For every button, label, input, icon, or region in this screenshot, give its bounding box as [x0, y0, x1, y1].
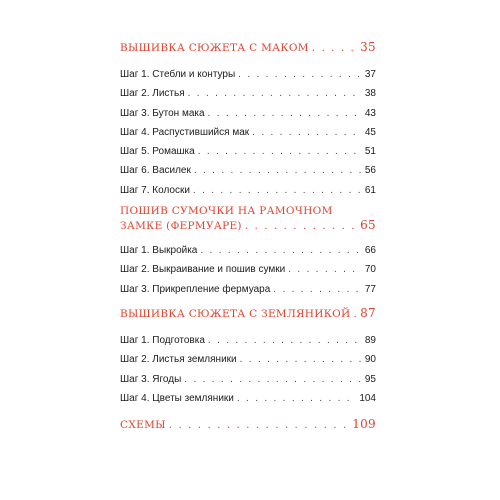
toc-entry[interactable]	[120, 260, 376, 279]
dot-leader	[200, 241, 362, 260]
toc-entry-label: Шаг 5. Ромашка	[120, 146, 195, 158]
dot-leader	[273, 280, 362, 299]
dot-leader	[288, 260, 362, 279]
toc-entry[interactable]	[120, 161, 376, 180]
toc-entry-label: Шаг 3. Бутон мака	[120, 107, 205, 119]
dot-leader	[252, 123, 362, 142]
toc-page-number: 87	[360, 305, 376, 320]
table-of-contents	[120, 37, 376, 434]
toc-entry[interactable]	[120, 84, 376, 103]
dot-leader	[354, 304, 358, 324]
toc-entry-label: Шаг 3. Ягоды	[120, 373, 182, 385]
toc-page-number: 89	[364, 334, 376, 346]
toc-entry-label: Шаг 3. Прикрепление фермуара	[120, 283, 271, 295]
toc-section-bag[interactable]	[120, 204, 376, 233]
toc-page-number: 95	[364, 373, 376, 385]
dot-leader	[188, 84, 362, 103]
toc-section-title-line1: ПОШИВ СУМОЧКИ НА РАМОЧНОМ	[120, 205, 333, 218]
toc-entry[interactable]	[120, 389, 376, 408]
dot-leader	[208, 104, 362, 123]
toc-entry-label: Шаг 1. Стебли и контуры	[120, 69, 236, 80]
toc-page-number: 109	[352, 417, 376, 432]
toc-section-title: ВЫШИВКА СЮЖЕТА С ЗЕМЛЯНИКОЙ	[120, 307, 351, 320]
toc-entry[interactable]	[120, 123, 376, 142]
toc-page-number: 45	[364, 126, 376, 138]
toc-section-poppy[interactable]	[120, 37, 376, 57]
dot-leader	[245, 219, 357, 233]
toc-entry[interactable]	[120, 142, 376, 161]
toc-entry-label: Шаг 2. Листья земляники	[120, 354, 237, 366]
toc-entry[interactable]	[120, 181, 376, 200]
toc-entry-label: Шаг 1. Выкройка	[120, 245, 198, 257]
toc-page-number: 61	[364, 184, 376, 196]
toc-page-number: 104	[359, 392, 376, 404]
dot-leader	[194, 161, 362, 180]
toc-entry[interactable]	[120, 331, 376, 350]
toc-entry-label: Шаг 4. Цветы земляники	[120, 392, 234, 404]
dot-leader	[312, 38, 357, 58]
toc-page-number: 56	[364, 165, 376, 177]
toc-entry[interactable]	[120, 370, 376, 389]
toc-entry-label: Шаг 6. Василек	[120, 165, 191, 177]
toc-entry-label: Шаг 2. Листья	[120, 88, 185, 100]
toc-entry[interactable]	[120, 104, 376, 123]
toc-entry-label: Шаг 2. Выкраивание и пошив сумки	[120, 264, 286, 276]
toc-section-title: СХЕМЫ	[120, 419, 166, 432]
toc-page-number: 70	[364, 264, 376, 276]
dot-leader	[238, 65, 362, 84]
toc-section-strawberry[interactable]	[120, 303, 376, 323]
toc-entry-label: Шаг 7. Колоски	[120, 184, 190, 196]
toc-page-number: 65	[360, 218, 376, 233]
toc-page-number: 51	[364, 146, 376, 158]
toc-section-schemes[interactable]	[120, 414, 376, 434]
toc-entry[interactable]	[120, 241, 376, 260]
toc-page-number: 38	[364, 88, 376, 100]
dot-leader	[237, 389, 356, 408]
dot-leader	[208, 331, 362, 350]
toc-page-number: 35	[360, 40, 376, 54]
dot-leader	[169, 415, 349, 435]
toc-entry-label: Шаг 1. Подготовка	[120, 334, 205, 346]
dot-leader	[193, 181, 362, 200]
dot-leader	[184, 370, 362, 389]
toc-entry[interactable]	[120, 280, 376, 299]
toc-entry[interactable]	[120, 65, 376, 84]
toc-entry-label: Шаг 4. Распустившийся мак	[120, 126, 250, 138]
toc-page-number: 66	[364, 245, 376, 257]
dot-leader	[240, 350, 362, 369]
toc-page-number: 37	[364, 69, 376, 80]
toc-entry[interactable]	[120, 350, 376, 369]
dot-leader	[198, 142, 362, 161]
toc-page-number: 43	[364, 107, 376, 119]
toc-section-title: ВЫШИВКА СЮЖЕТА С МАКОМ	[120, 42, 309, 54]
toc-page-number: 77	[364, 283, 376, 295]
toc-section-title-line2: ЗАМКЕ (ФЕРМУАРЕ)	[120, 220, 242, 233]
toc-page-number: 90	[364, 354, 376, 366]
